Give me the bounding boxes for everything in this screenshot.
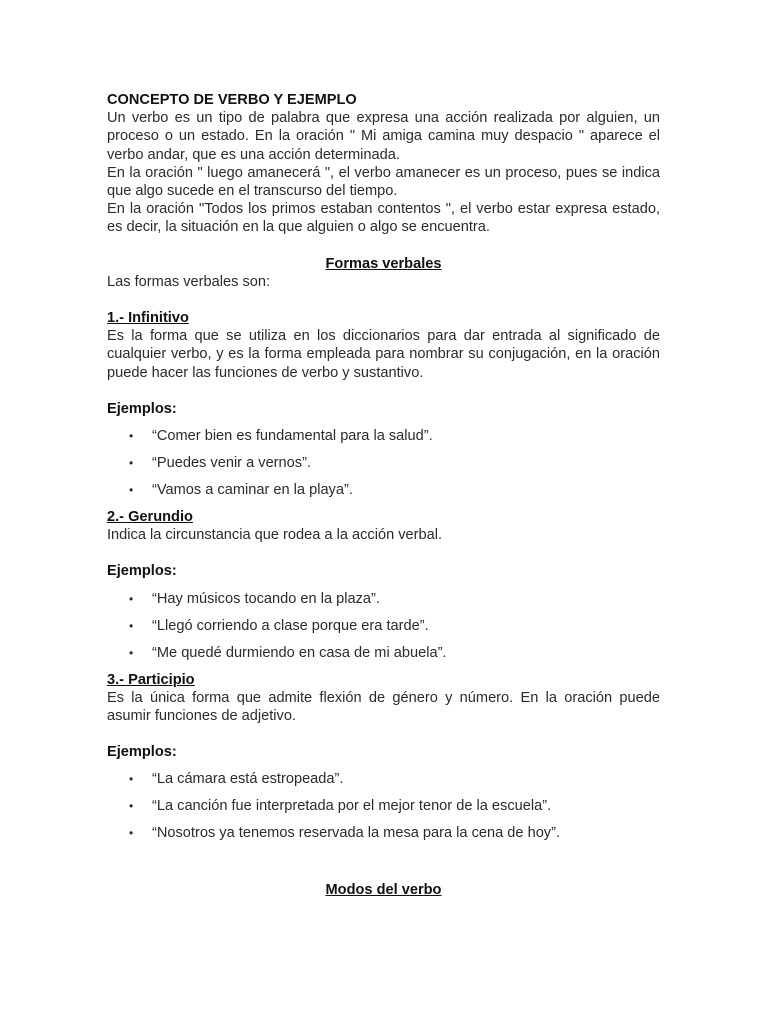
participio-examples-list bbox=[107, 770, 660, 851]
list-item bbox=[107, 797, 660, 824]
examples-label: Ejemplos: bbox=[107, 563, 177, 580]
example-text: “Nosotros ya tenemos reservada la mesa para la cena de hoy”. bbox=[152, 825, 561, 842]
formas-verbales-heading: Formas verbales bbox=[325, 255, 442, 272]
bullet-icon: • bbox=[129, 645, 134, 660]
examples-label: Ejemplos: bbox=[107, 400, 177, 417]
example-text: “Llegó corriendo a clase porque era tarde”. bbox=[152, 617, 429, 634]
list-item bbox=[107, 454, 660, 481]
intro-paragraph-1: Un verbo es un tipo de palabra que expresa una acción realizada por alguien, un proceso o un estado. En la oración " Mi amiga camina muy despacio " aparece el verbo andar, que es una acción determinada. bbox=[107, 110, 660, 163]
list-item bbox=[107, 770, 660, 797]
list-item bbox=[107, 824, 660, 851]
bullet-icon: • bbox=[129, 772, 134, 787]
example-text: “Puedes venir a vernos”. bbox=[152, 455, 311, 472]
gerundio-examples-list bbox=[107, 590, 660, 671]
modos-del-verbo-heading: Modos del verbo bbox=[325, 882, 442, 899]
list-item bbox=[107, 644, 660, 671]
example-text: “Comer bien es fundamental para la salud”. bbox=[152, 428, 433, 445]
bullet-icon: • bbox=[129, 429, 134, 444]
examples-label: Ejemplos: bbox=[107, 744, 177, 761]
participio-text: Es la única forma que admite flexión de género y número. En la oración puede asumir funciones de adjetivo. bbox=[107, 689, 660, 725]
bullet-icon: • bbox=[129, 456, 134, 471]
list-item bbox=[107, 617, 660, 644]
infinitivo-examples-list bbox=[107, 427, 660, 508]
intro-paragraph-2: En la oración " luego amanecerá ", el verbo amanecer es un proceso, pues se indica que algo sucede en el transcurso del tiempo. bbox=[107, 164, 660, 200]
list-item bbox=[107, 590, 660, 617]
document-page bbox=[107, 91, 660, 900]
bullet-icon: • bbox=[129, 826, 134, 841]
document-title: CONCEPTO DE VERBO Y EJEMPLO bbox=[107, 92, 357, 108]
example-text: “La canción fue interpretada por el mejor tenor de la escuela”. bbox=[152, 798, 552, 815]
example-text: “Vamos a caminar en la playa”. bbox=[152, 482, 353, 499]
bullet-icon: • bbox=[129, 618, 134, 633]
gerundio-text: Indica la circunstancia que rodea a la acción verbal. bbox=[107, 527, 443, 544]
infinitivo-text: Es la forma que se utiliza en los diccionarios para dar entrada al significado de cualquier verbo, y es la forma empleada para nombrar su conjugación, en la oración puede hacer las funciones de verbo y sustantivo. bbox=[107, 328, 660, 381]
list-item bbox=[107, 481, 660, 508]
bullet-icon: • bbox=[129, 591, 134, 606]
example-text: “Hay músicos tocando en la plaza”. bbox=[152, 590, 380, 607]
list-item bbox=[107, 427, 660, 454]
infinitivo-heading: 1.- Infinitivo bbox=[107, 310, 189, 327]
participio-heading: 3.- Participio bbox=[107, 671, 195, 688]
bullet-icon: • bbox=[129, 483, 134, 498]
bullet-icon: • bbox=[129, 799, 134, 814]
intro-paragraph-3: En la oración "Todos los primos estaban contentos ", el verbo estar expresa estado, es decir, la situación en la que alguien o algo se encuentra. bbox=[107, 201, 660, 236]
formas-intro: Las formas verbales son: bbox=[107, 273, 271, 290]
example-text: “Me quedé durmiendo en casa de mi abuela”. bbox=[152, 644, 447, 661]
gerundio-heading: 2.- Gerundio bbox=[107, 509, 193, 526]
example-text: “La cámara está estropeada”. bbox=[152, 771, 344, 788]
